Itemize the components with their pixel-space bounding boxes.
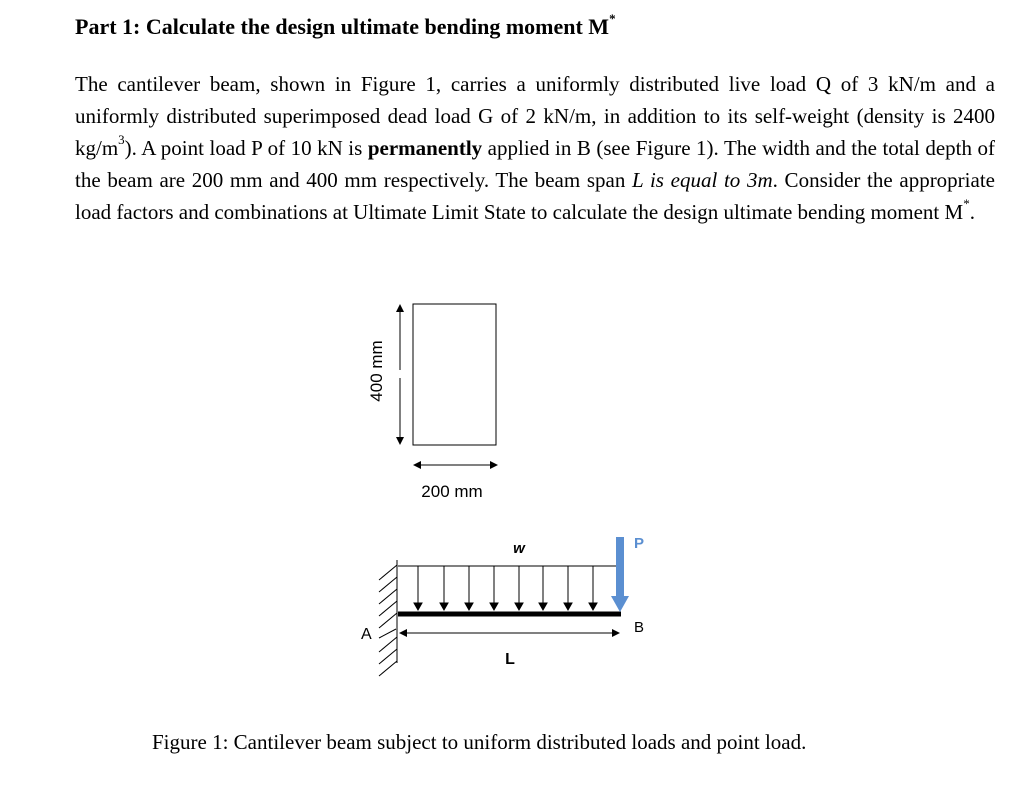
support-a-pointer — [379, 629, 396, 638]
point-load-arrow — [611, 537, 629, 612]
support-a-label: A — [361, 626, 372, 643]
problem-statement: The cantilever beam, shown in Figure 1, carries a uniformly distributed live load Q of 3 kN/m and a uniformly distributed superimposed dead load G of 2 kN/m, in addition to its self-weight (density is 2400 $kg/m^3$). A point load P of 10 kN is permanently applied in B (see Figure 1). The width and the total depth of the beam are 200 mm and 400 mm respectively. The beam span L is equal to 3m. Consider the appropriate load factors and combinations at Ultimate Limit State to calculate the design ultimate bending moment M*. — [75, 72, 995, 224]
beam-cross-section — [413, 304, 496, 445]
udl-arrows — [414, 566, 597, 610]
figure-caption: Figure 1: Cantilever beam subject to uniform distributed loads and point load. — [152, 730, 807, 754]
point-load-label: P — [634, 535, 645, 552]
emphasis-span: L is equal to 3m — [632, 168, 773, 192]
fixed-support — [379, 560, 397, 676]
part-heading: Part 1: Calculate the design ultimate bending moment M* — [75, 10, 616, 39]
emphasis-permanently: permanently — [367, 136, 483, 160]
span-label: L — [505, 651, 515, 668]
width-label: 200 mm — [421, 482, 483, 501]
depth-label: 400 mm — [367, 340, 386, 402]
udl-label: w — [513, 540, 525, 557]
free-end-b-label: B — [634, 619, 645, 636]
